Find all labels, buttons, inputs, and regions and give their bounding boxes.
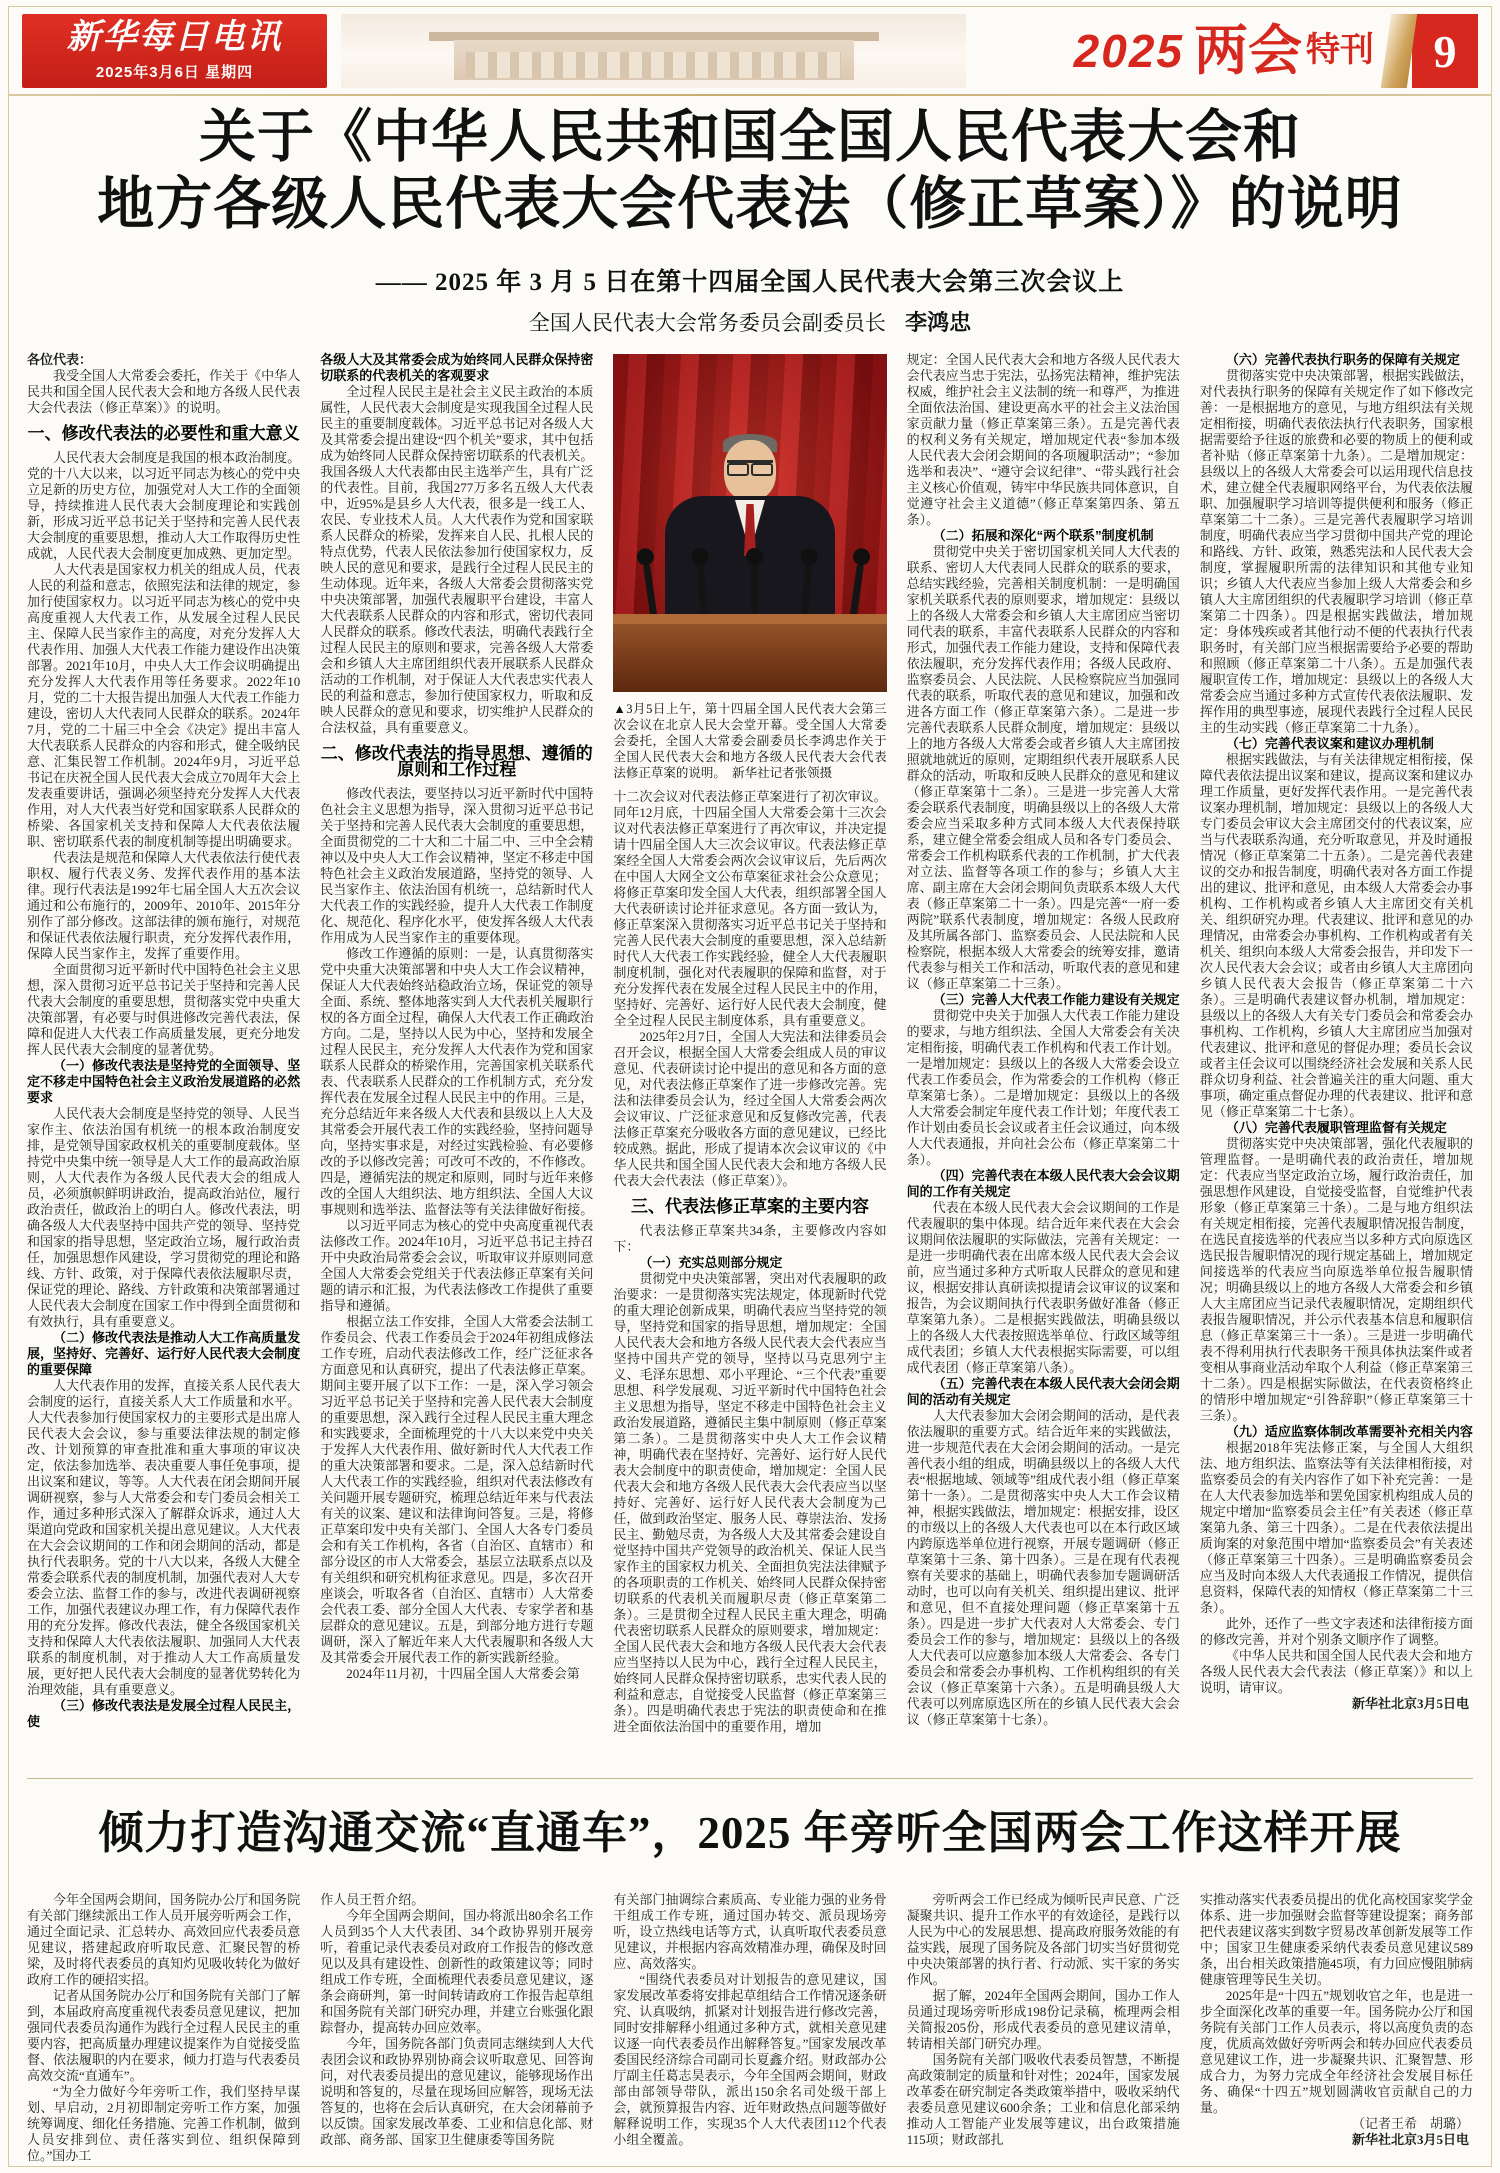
masthead — [22, 14, 1478, 88]
bottom-column-4 — [907, 1892, 1180, 2164]
paragraph-continued: 十二次会议对代表法修正草案进行了初次审议。同年12月底，十四届全国人大常委会第十三次会议对代表法修正草案进行了再次审议，并决定提请十四届全国人大三次会议审议。代表法修正草案经全国人大常委会两次会议审议后，先后两次在中国人大网全文公布草案征求社会公众意见；将修正草案印发全国人大代表，组织部署全国人大代表研读讨论并征求意见。各方面一致认为，修正草案深入贯彻落实习近平总书记关于坚持和完善人民代表大会制度的重要思想，深入总结新时代人大代表工作实践经验，健全人大代表履职制度机制，强化对代表履职的保障和监督，对于充分发挥代表在发展全过程人民民主中的作用，坚持好、完善好、运行好人民代表大会制度，健全全过程人民民主制度体系，具有重要意义。 — [613, 789, 887, 1028]
paragraph: 贯彻落实党中央决策部署，根据实践做法，对代表执行职务的保障有关规定作了如下修改完善：一是根据地方的意见，与地方组织法有关规定相衔接，明确代表依法执行代表职务，国家根据需要给予往返的旅费和必要的物质上的便利或者补贴（修正草案第十九条）。二是增加规定：县级以上的各级人大常委会可以运用现代信息技术，建立健全代表履职网络平台，为代表依法履职、加强履职学习培训等提供便利和服务（修正草案第二十二条）。三是完善代表履职学习培训制度，明确代表应当学习贯彻中国共产党的理论和路线、方针、政策，熟悉宪法和人民代表大会制度，掌握履职所需的法律知识和其他专业知识；乡镇人大代表应当参加上级人大常委会和乡镇人大主席团组织的代表履职学习培训（修正草案第二十四条）。四是根据实践做法，增加规定：身体残疾或者其他行动不便的代表执行代表职务时，有关部门应当根据需要给予必要的帮助和照顾（修正草案第二十八条）。五是加强代表履职宣传工作，增加规定：县级以上的各级人大常委会应当通过多种方式宣传代表依法履职、发挥作用的典型事迹，展现代表践行全过程人民民主的生动实践（修正草案第二十九条）。 — [1199, 368, 1474, 735]
news-photo-figure — [613, 354, 886, 781]
sub-heading-continued: 各级人大及其常委会成为始终同人民群众保持密切联系的代表机关的客观要求 — [320, 352, 594, 383]
edition-label — [966, 14, 1412, 88]
paragraph: 今年，国务院各部门负责同志继续到人大代表团会议和政协界别协商会议听取意见、回答询问，对代表委员提出的意见建议，能够现场作出说明和答复的，尽量在现场回应解答，现场无法答复的，也将在会后认真研究，在大会闭幕前予以反馈。国家发展改革委、工业和信息化部、财政部、商务部、国家卫生健康委等国务院 — [320, 2036, 594, 2147]
sub-heading: （二）拓展和深化“两个联系”制度机制 — [932, 528, 1154, 543]
paragraph: 根据2018年宪法修正案，与全国人大组织法、地方组织法、监察法等有关法律相衔接，对监察委员会的有关内容作了如下补充完善：一是在人大代表参加选举和罢免国家机构组成人员的规定中增加“监察委员会主任”有关表述（修正草案第九条、第三十四条）。二是在代表依法提出质询案的对象范围中增加“监察委员会”有关表述（修正草案第三十四条）。三是明确监察委员会应当及时向本级人大代表通报工作情况，提供信息资料，保障代表的知情权（修正草案第二十三条）。 — [1199, 1440, 1474, 1615]
newspaper-logo — [22, 14, 327, 88]
paragraph-continued: 作人员王哲介绍。 — [320, 1892, 425, 1907]
paragraph: 此外，还作了一些文字表述和法律衔接方面的修改完善，并对个别条文顺序作了调整。 — [1199, 1616, 1474, 1647]
paragraph: 今年全国两会期间，国办将派出80余名工作人员到35个人大代表团、34个政协界别开展旁听，着重记录代表委员对政府工作报告的修改意见以及具有建设性、创新性的政策建议等；同时组成工作专班，全面梳理代表委员意见建议，逐条会商研判，第一时间转请政府工作报告起草组和国务院有关部门研究办理，并建立台账强化跟踪督办，提高转办回应效率。 — [320, 1908, 594, 2035]
headline-subtitle: —— 2025 年 3 月 5 日在第十四届全国人民代表大会第三次会议上 — [375, 269, 1125, 296]
person-glasses — [727, 460, 773, 473]
dateline: 新华社北京3月5日电 — [1352, 1696, 1470, 1711]
salutation: 各位代表： — [27, 352, 93, 367]
sub-heading: （一）修改代表法是坚持党的全面领导、坚定不移走中国特色社会主义政治发展道路的必然要求 — [27, 1058, 301, 1105]
podium-desk — [613, 614, 886, 692]
paragraph-continued: 规定：全国人民代表大会和地方各级人民代表大会代表应当忠于宪法，弘扬宪法精神，维护宪法权威，维护社会主义法制的统一和尊严，为推进全面依法治国、建设更高水平的社会主义法治国家贡献力量（修正草案第三条）。五是完善代表的权利义务有关规定，增加规定代表“参加本级人民代表大会闭会期间的各项履职活动”；“参加选举和表决”、“遵守会议纪律”、“带头践行社会主义核心价值观，铸牢中华民族共同体意识，自觉遵守社会主义道德”（修正草案第四条、第五条）。 — [906, 352, 1180, 527]
paragraph: 国务院有关部门吸收代表委员智慧，不断提高政策制定的质量和针对性；2024年，国家发展改革委在研究制定各类政策举措中，吸收采纳代表委员意见建议600余条；工业和信息化部采纳推动人工智能产业发展等建议，出台政策措施115项；财政部扎 — [906, 2052, 1180, 2147]
article-column-1 — [27, 352, 300, 1760]
paragraph: 2024年11月初，十四届全国人大常委会第 — [346, 1666, 580, 1681]
sub-heading: （三）修改代表法是发展全过程人民民主，使 — [27, 1698, 301, 1729]
paragraph: 人大代表参加大会闭会期间的活动，是代表依法履职的重要方式。结合近年来的实践做法，进一步规范代表在大会闭会期间的活动。一是完善代表小组的组成，明确县级以上的各级人大代表“根据地域、领域等”组成代表小组（修正草案第十一条）。二是贯彻落实中央人大工作会议精神，根据实践做法，增加规定：根据安排，设区的市级以上的各级人大代表也可以在本行政区域内跨原选举单位进行视察，开展专题调研（修正草案第十三条、第十四条）。三是在现有代表视察有关要求的基础上，明确代表参加专题调研活动时，也可以向有关机关、组织提出建议、批评和意见，但不直接处理问题（修正草案第十五条）。四是进一步扩大代表对人大常委会、专门委员会工作的参与，增加规定：县级以上的各级人大代表可以应邀参加本级人大常委会、各专门委员会和常委会办事机构、工作机构组织的有关会议（修正草案第十六条）。五是明确县级人大代表可以列席原选区所在的乡镇人民代表大会会议（修正草案第十七条）。 — [906, 1408, 1180, 1727]
sub-heading: （五）完善代表在本级人民代表大会闭会期间的活动有关规定 — [906, 1376, 1180, 1407]
paragraph: 2025年是“十四五”规划收官之年，也是进一步全面深化改革的重要一年。国务院办公厅和国务院有关部门工作人员表示，将以高度负责的态度，优质高效做好旁听两会和转办回应代表委员意见建议工作，进一步凝聚共识、汇聚智慧、形成合力，为努力完成全年经济社会发展目标任务、确保“十四五”规划圆满收官贡献自己的力量。 — [1199, 1988, 1474, 2115]
paragraph: 代表法修正草案共34条，主要修改内容如下： — [613, 1223, 887, 1254]
photo-caption: ▲3月5日上午，第十四届全国人民代表大会第三次会议在北京人民大会堂开幕。受全国人大常委会委托，全国人大常委会副委员长李鸿忠作关于全国人民代表大会和地方各级人民代表大会代表法修正草案的说明。 新华社记者张领摄 — [613, 702, 887, 780]
article-column-3-text — [613, 789, 886, 1735]
paragraph: “为全力做好今年旁听工作，我们坚持早谋划、早启动，2月初即制定旁听工作方案，加强统筹调度、细化任务措施、完善工作机制，做到人员安排到位、责任落实到位、组织保障到位。”国办工 — [27, 2084, 301, 2163]
edition-name: 两会 — [1194, 21, 1302, 81]
section-heading: 一、修改代表法的必要性和重大意义 — [27, 424, 300, 443]
paragraph: “围绕代表委员对计划报告的意见建议，国家发展改革委将安排起草组结合工作情况逐条研究、认真吸纳，抓紧对计划报告进行修改完善，同时安排解释小组通过多种方式，就相关意见建议逐一向代表委员作出解释答复。”国家发展改革委国民经济综合司副司长夏鑫介绍。财政部办公厅副主任葛志昊表示，今年全国两会期间，财政部由部领导带队，派出150余名司处级干部上会，就预算报告内容、近年财政热点问题等做好解释说明工作，实现35个人大代表团112个代表小组全覆盖。 — [613, 1972, 887, 2147]
edition-suffix: 特刊 — [1306, 32, 1374, 69]
dateline: 新华社北京3月5日电 — [1352, 2132, 1470, 2147]
edition-year: 2025 — [1073, 25, 1184, 77]
paragraph: 贯彻落实党中央决策部署，强化代表履职的管理监督。一是明确代表的政治责任，增加规定：代表应当坚定政治立场，履行政治责任，加强思想作风建设，自觉接受监督，自觉维护代表形象（修正草案第三十条）。二是与地方组织法有关规定相衔接，完善代表履职情况报告制度，在选民直接选举的代表应当以多种方式向原选区选民报告履职情况的现行规定基础上，增加规定间接选举的代表应当向原选举单位报告履职情况；明确县级以上的地方各级人大常委会和乡镇人大主席团应当记录代表履职情况，定期组织代表报告履职情况，并公示代表基本信息和履职信息（修正草案第三十一条）。三是进一步明确代表不得利用执行代表职务干预具体执法案件或者变相从事商业活动牟取个人利益（修正草案第三十二条）。四是根据实际做法，在代表资格终止的情形中增加规定“引咎辞职”（修正草案第三十三条）。 — [1199, 1136, 1474, 1423]
paragraph-continued: 有关部门抽调综合素质高、专业能力强的业务骨干组成工作专班，通过国办转交、派员现场旁听，设立热线电话等方式，认真听取代表委员意见建议，并根据内容高效精准办理，确保及时回应、高效落实。 — [613, 1892, 887, 1971]
paragraph: 代表在本级人民代表大会会议期间的工作是代表履职的集中体现。结合近年来代表在大会会议期间依法履职的实际做法，完善有关规定：一是进一步明确代表在出席本级人民代表大会会议前，应当通过多种方式听取人民群众的意见和建议，根据安排认真研读拟提请会议审议的议案和报告，为会议期间执行代表职务做好准备（修正草案第九条）。二是根据实践做法，明确县级以上的各级人大代表按照选举单位、行政区域等组成代表团；乡镇人大代表根据实际需要，可以组成代表团（修正草案第八条）。 — [906, 1200, 1180, 1375]
bottom-column-3 — [613, 1892, 886, 2164]
paragraph: 2025年2月7日，全国人大宪法和法律委员会召开会议，根据全国人大常委会组成人员的审议意见、代表研读讨论中提出的意见和各方面的意见，对代表法修正草案作了进一步修改完善。宪法和法律委员会认为，经过全国人大常委会两次会议审议、广泛征求意见和反复修改完善，代表法修正草案充分吸收各方面的意见建议，已经比较成熟。据此，形成了提请本次会议审议的《中华人民共和国全国人民代表大会和地方各级人民代表大会代表法（修正草案）》。 — [613, 1029, 887, 1188]
bottom-column-2 — [320, 1892, 593, 2164]
newspaper-name: 新华每日电讯 — [66, 18, 283, 56]
article-divider — [27, 1778, 1473, 1779]
paragraph: 人大代表是国家权力机关的组成人员，代表人民的利益和意志，依照宪法和法律的规定，参加行使国家权力。以习近平同志为核心的党中央高度重视人大代表工作，从发展全过程人民民主、保障人民当家作主的高度，对充分发挥人大代表作用、加强人大代表工作能力建设作出决策部署。2021年10月，中央人大工作会议明确提出充分发挥人大代表作用等任务要求。2022年10月，党的二十大报告提出加强人大代表工作能力建设，密切人大代表同人民群众的联系。2024年7月，党的二十届三中全会《决定》提出丰富人大代表联系人民群众的内容和形式，健全吸纳民意、汇集民智工作机制。2024年9月，习近平总书记在庆祝全国人民代表大会成立70周年大会上发表重要讲话，强调必须坚持充分发挥人大代表作用，对人大代表当好党和国家联系人民群众的桥梁、各国家机关支持和保障人大代表依法履职、密切联系代表的制度机制等提出明确要求。 — [27, 562, 301, 849]
section-heading: 三、代表法修正草案的主要内容 — [631, 1197, 869, 1216]
headline-line1: 关于《中华人民共和国全国人民代表大会和 — [199, 106, 1301, 169]
main-headline — [40, 104, 1460, 239]
paragraph: 根据立法工作安排，全国人大常委会法制工作委员会、代表工作委员会于2024年初组成修法工作专班，启动代表法修改工作，经广泛征求各方面意见和认真研究，提出了代表法修正草案。期间主要开展了以下工作：一是，深入学习领会习近平总书记关于坚持和完善人民代表大会制度的重要思想，深入践行全过程人民民主重大理念和实践要求，全面梳理党的十八大以来党中央关于发挥人大代表作用、做好新时代人大代表工作的重大决策部署和要求。二是，深入总结新时代人大代表工作的实践经验，组织对代表法修改有关问题开展专题研究，梳理总结近年来与代表法有关的议案、建议和法律询问答复。三是，将修正草案印发中央有关部门、全国人大各专门委员会和有关工作机构，各省（自治区、直辖市）和部分设区的市人大常委会，基层立法联系点以及有关组织和研究机构征求意见。四是，多次召开座谈会，听取各省（自治区、直辖市）人大常委会代表工委、部分全国人大代表、专家学者和基层群众的意见建议。五是，到部分地方进行专题调研，深入了解近年来人大代表履职和各级人大及其常委会开展代表工作的新实践新经验。 — [320, 1314, 594, 1665]
masthead-rule — [8, 94, 1492, 96]
paragraph: 以习近平同志为核心的党中央高度重视代表法修改工作。2024年10月，习近平总书记主持召开中央政治局常委会会议，听取审议并原则同意全国人大常委会党组关于代表法修正草案有关问题的请示和汇报，为代表法修改工作提供了重要指导和遵循。 — [320, 1218, 594, 1313]
paragraph: 全过程人民民主是社会主义民主政治的本质属性，人民代表大会制度是实现我国全过程人民民主的重要制度载体。习近平总书记对各级人大及其常委会提出建设“四个机关”要求，其中包括成为始终同人民群众保持密切联系的代表机关。我国各级人大代表都由民主选举产生，具有广泛的代表性。目前，我国277万多名五级人大代表中，近95%是县乡人大代表，很多是一线工人、农民、专业技术人员。人大代表作为党和国家联系人民群众的桥梁，发挥来自人民、扎根人民的特点优势，代表人民依法参加行使国家权力，反映人民的意见和要求，是践行全过程人民民主的生动体现。近年来，各级人大常委会贯彻落实党中央决策部署，加强代表履职平台建设，丰富人大代表联系人民群众的内容和形式，密切代表同人民群众的联系。修改代表法，明确代表践行全过程人民民主的原则和要求，完善各级人大常委会和乡镇人大主席团组织代表开展联系人民群众活动的工作机制，对于保证人大代表忠实代表人民的利益和意志，参加行使国家权力，听取和反映人民群众的意见和要求，切实维护人民群众的合法权益，具有重要意义。 — [320, 384, 594, 735]
author-name: 李鸿忠 — [905, 310, 972, 335]
paragraph: 据了解，2024年全国两会期间，国办工作人员通过现场旁听形成198份记录稿，梳理两会相关简报205份，形成代表委员的意见建议清单，转请相关部门研究办理。 — [906, 1988, 1180, 2051]
bottom-column-5 — [1200, 1892, 1473, 2164]
reporter-byline: （记者王希 胡璐） — [1352, 2116, 1470, 2131]
article-column-5 — [1200, 352, 1473, 1760]
paragraph: 人民代表大会制度是坚持党的领导、人民当家作主、依法治国有机统一的根本政治制度安排，是党领导国家政权机关的重要制度载体。坚持党中央集中统一领导是人大工作的最高政治原则，人大代表作为各级人民代表大会的组成人员，必须旗帜鲜明讲政治，提高政治站位，履行政治责任，做政治上的明白人。修改代表法，明确各级人大代表坚持中国共产党的领导、坚持党和国家的指导思想，坚定政治立场，履行政治责任，加强思想作风建设，学习贯彻党的理论和路线、方针、政策，对于保障代表依法履职尽责，保证党的理论、路线、方针政策和决策部署通过人民代表大会制度在国家工作中得到全面贯彻和有效执行，具有重要意义。 — [27, 1106, 301, 1329]
speaker-photo — [613, 354, 886, 692]
paragraph: 人大代表作用的发挥，直接关系人民代表大会制度的运行，直接关系人大工作质量和水平。人大代表参加行使国家权力的主要形式是出席人民代表大会会议，参与重要法律法规的制定修改、计划预算的审查批准和重大事项的审议决定，依法参加选举、表决重要人事任免事项，提出议案和建议，等等。人大代表在闭会期间开展调研视察，参与人大常委会和专门委员会相关工作，通过多种形式深入了解群众诉求，通过人大渠道向党政和国家机关提出意见建议。人大代表在大会会议期间的工作和闭会期间的活动，都是执行代表职务。党的十八大以来，各级人大健全常委会联系代表的制度机制，加强代表对人大专委会立法、监督工作的参与，改进代表调研视察工作，加强代表建议办理工作，有力保障代表作用的充分发挥。修改代表法，健全各级国家机关支持和保障人大代表依法履职、加强同人大代表联系的制度机制，对于推动人大工作高质量发展，更好把人民代表大会制度的显著优势转化为治理效能，具有重要意义。 — [27, 1378, 301, 1697]
sub-heading: （七）完善代表议案和建议办理机制 — [1225, 736, 1434, 751]
bottom-article-headline: 倾力打造沟通交流“直通车”，2025 年旁听全国两会工作这样开展 — [98, 1808, 1402, 1858]
article-column-2 — [320, 352, 593, 1760]
sub-heading: （一）充实总则部分规定 — [639, 1255, 783, 1270]
sub-heading: （三）完善人大代表工作能力建设有关规定 — [932, 992, 1180, 1007]
article-column-3 — [613, 352, 886, 1760]
paragraph: 修改代表法，要坚持以习近平新时代中国特色社会主义思想为指导，深入贯彻习近平总书记关于坚持和完善人民代表大会制度的重要思想，全面贯彻党的二十大和二十届二中、三中全会精神以及中央人大工作会议精神，坚定不移走中国特色社会主义政治发展道路，坚持党的领导、人民当家作主、依法治国有机统一，总结新时代人大代表工作的实践经验，提升人大代表工作制度化、规范化、程序化水平，使发挥各级人大代表作用成为人民当家作主的重要体现。 — [320, 786, 594, 945]
section-heading: 二、修改代表法的指导思想、遵循的原则和工作过程 — [320, 744, 593, 779]
paragraph: 贯彻党中央关于加强人大代表工作能力建设的要求，与地方组织法、全国人大常委会有关决定相衔接，明确代表工作机构和代表工作计划。一是增加规定：县级以上的各级人大常委会设立代表工作委员会，作为常委会的工作机构（修正草案第七条）。二是增加规定：县级以上的各级人大常委会制定年度代表工作计划；年度代表工作计划由委员长会议或者主任会议通过，向本级人大代表通报，并向社会公布（修正草案第二十条）。 — [906, 1008, 1180, 1167]
sub-heading: （八）完善代表履职管理监督有关规定 — [1225, 1120, 1447, 1135]
paragraph: 根据实践做法，与有关法律规定相衔接，保障代表依法提出议案和建议，提高议案和建议办理工作质量，更好发挥代表作用。一是完善代表议案办理机制，增加规定：县级以上的各级人大专门委员会审议大会主席团交付的代表议案，应当与代表联系沟通，充分听取意见，并及时通报情况（修正草案第二十五条）。二是完善代表建议的交办和报告制度，明确代表对各方面工作提出的建议、批评和意见，由本级人大常委会办事机构、工作机构或者乡镇人大主席团交有关机关、组织研究办理。代表建议、批评和意见的办理情况，由常委会办事机构、工作机构或者有关机关、组织向本级人大常委会报告，并印发下一次人民代表大会会议；或者由乡镇人大主席团向乡镇人民代表大会报告（修正草案第二十六条）。三是明确代表建议督办机制，增加规定：县级以上的各级人大有关专门委员会和常委会办事机构、工作机构，乡镇人大主席团应当加强对代表建议、批评和意见的督促办理；委员长会议或者主任会议可以围绕经济社会发展和关系人民群众切身利益、社会普遍关注的重大问题、重大事项，确定重点督促办理的代表建议、批评和意见（修正草案第二十七条）。 — [1199, 752, 1474, 1119]
main-article-body — [27, 352, 1473, 1760]
sub-heading: （九）适应监察体制改革需要补充相关内容 — [1225, 1424, 1473, 1439]
paragraph: 全面贯彻习近平新时代中国特色社会主义思想，深入贯彻习近平总书记关于坚持和完善人民代表大会制度的重要思想，贯彻落实党中央重大决策部署，有必要与时俱进修改完善代表法，保障和促进人大代表工作高质量发展，更充分地发挥人民代表大会制度的显著优势。 — [27, 962, 301, 1057]
great-hall-photo — [341, 14, 966, 88]
page-number: 9 — [1412, 14, 1478, 88]
paragraph: 贯彻党中央决策部署，突出对代表履职的政治要求：一是贯彻落实宪法规定，体现新时代党的重大理论创新成果，明确代表应当坚持党的领导，坚持党和国家的指导思想，增加规定：全国人民代表大会和地方各级人民代表大会代表应当坚持中国共产党的领导，坚持以马克思列宁主义、毛泽东思想、邓小平理论、“三个代表”重要思想、科学发展观、习近平新时代中国特色社会主义思想为指导，坚定不移走中国特色社会主义政治发展道路，遵循民主集中制原则（修正草案第二条）。二是贯彻落实中央人大工作会议精神，明确代表在坚持好、完善好、运行好人民代表大会制度中的职责使命，增加规定：全国人民代表大会和地方各级人民代表大会代表应当以坚持好、完善好、运行好人民代表大会制度为己任，做到政治坚定、服务人民、尊崇法治、发扬民主、勤勉尽责，为各级人大及其常委会建设自觉坚持中国共产党领导的政治机关、保证人民当家作主的国家权力机关、全面担负宪法法律赋予的各项职责的工作机关、始终同人民群众保持密切联系的代表机关而履职尽责（修正草案第二条）。三是贯彻全过程人民民主重大理念，明确代表密切联系人民群众的原则要求，增加规定：全国人民代表大会和地方各级人民代表大会代表应当坚持以人民为中心，践行全过程人民民主，始终同人民群众保持密切联系，忠实代表人民的利益和意志，自觉接受人民监督（修正草案第三条）。四是明确代表忠于宪法的职责使命和在推进全面依法治国中的重要作用，增加 — [613, 1271, 887, 1734]
issue-date: 2025年3月6日 星期四 — [95, 63, 254, 81]
paragraph: 人民代表大会制度是我国的根本政治制度。党的十八大以来，以习近平同志为核心的党中央立足新的历史方位，加强党对人大工作的全面领导，持续推进人民代表大会制度理论和实践创新，形成习近平总书记关于坚持和完善人民代表大会制度的重要思想，推动人大工作取得历史性成就，人民代表大会制度更加成熟、更加定型。 — [27, 450, 301, 561]
author-role: 全国人民代表大会常务委员会副委员长 — [528, 311, 886, 335]
paragraph: 代表法是规范和保障人大代表依法行使代表职权、履行代表义务、发挥代表作用的基本法律。现行代表法是1992年七届全国人大五次会议通过和公布施行的，2009年、2010年、2015年分别作了部分修改。这部法律的颁布施行，对规范和保证代表依法履行职责，充分发挥代表作用，保障人民当家作主，发挥了重要作用。 — [27, 850, 301, 961]
sub-heading: （二）修改代表法是推动人大工作高质量发展，坚持好、完善好、运行好人民代表大会制度的重要保障 — [27, 1330, 301, 1377]
paragraph: 我受全国人大常委会委托，作关于《中华人民共和国全国人民代表大会和地方各级人民代表大会代表法（修正草案）》的说明。 — [27, 368, 301, 415]
sub-heading: （四）完善代表在本级人民代表大会会议期间的工作有关规定 — [906, 1168, 1180, 1199]
author-line — [0, 306, 1500, 337]
bottom-column-1 — [27, 1892, 300, 2164]
bottom-article-body — [27, 1892, 1473, 2164]
sub-heading: （六）完善代表执行职务的保障有关规定 — [1225, 352, 1460, 367]
paragraph: 《中华人民共和国全国人民代表大会和地方各级人民代表大会代表法（修正草案）》和以上说明，请审议。 — [1199, 1648, 1474, 1695]
paragraph: 贯彻党中央关于密切国家机关同人大代表的联系、密切人大代表同人民群众的联系的要求，总结实践经验，完善相关制度机制：一是明确国家机关联系代表的原则要求，增加规定：县级以上的各级人大常委会和乡镇人大主席团应当密切同代表的联系，丰富代表联系人民群众的内容和形式，加强代表工作能力建设，支持和保障代表依法履职，充分发挥代表作用；各级人民政府、监察委员会、人民法院、人民检察院应当加强同代表的联系，听取代表的意见和建议，加强和改进各方面工作（修正草案第六条）。二是进一步完善代表联系人民群众制度，增加规定：县级以上的地方各级人大常委会或者乡镇人大主席团按照就地就近的原则，定期组织代表开展联系人民群众的活动，听取和反映人民群众的意见和建议（修正草案第十二条）。三是进一步完善人大常委会联系代表制度，明确县级以上的各级人大常委会应当采取多种方式同本级人大代表保持联系，建立健全常委会组成人员和各专门委员会、常委会工作机构联系代表的工作机制，扩大代表对立法、监督等各项工作的参与；乡镇人大主席、副主席在大会闭会期间负责联系本级人大代表（修正草案第二十一条）。四是完善“一府一委两院”联系代表制度，增加规定：各级人民政府及其所属各部门、监察委员会、人民法院和人民检察院，根据本级人大常委会的统筹安排，邀请代表参与相关工作和活动，听取代表的意见和建议（修正草案第二十三条）。 — [906, 544, 1180, 991]
headline-line2: 地方各级人民代表大会代表法（修正草案）》的说明 — [97, 173, 1403, 237]
paragraph: 修改工作遵循的原则：一是，认真贯彻落实党中央重大决策部署和中央人大工作会议精神，保证人大代表始终站稳政治立场，保证党的领导全面、系统、整体地落实到人大代表机关履职行权的各方面全过程，确保人大代表工作正确政治方向。二是，坚持以人民为中心，坚持和发展全过程人民民主，充分发挥人大代表作为党和国家联系人民群众的桥梁作用，完善国家机关联系代表、代表联系人民群众的工作机制方式，充分发挥代表在发展全过程人民民主中的作用。三是，充分总结近年来各级人大代表和县级以上人大及其常委会开展代表工作的实践经验，坚持问题导向，坚持实事求是，对经过实践检验、有必要修改的予以修改完善；可改可不改的，不作修改。四是，遵循宪法的规定和原则，同时与近年来修改的全国人大组织法、地方组织法、全国人大议事规则和选举法、监督法等有关法律做好衔接。 — [320, 946, 594, 1217]
paragraph-continued: 实推动落实代表委员提出的优化高校国家奖学金体系、进一步加强财会监督等建设提案；商务部把代表建议落实到数字贸易改革创新发展等工作中；国家卫生健康委采纳代表委员意见建议589条，出台相关政策措施45项，有力回应慢阻肺病健康管理等民生关切。 — [1199, 1892, 1474, 1987]
paragraph: 今年全国两会期间，国务院办公厅和国务院有关部门继续派出工作人员开展旁听两会工作，通过全面记录、汇总转办、高效回应代表委员意见建议，搭建起政府听取民意、汇聚民智的桥梁，及时将代表委员的真知灼见吸收转化为做好政府工作的硬招实招。 — [27, 1892, 301, 1987]
article-column-4 — [907, 352, 1180, 1760]
paragraph: 记者从国务院办公厅和国务院有关部门了解到，本届政府高度重视代表委员意见建议，把加强同代表委员沟通作为践行全过程人民民主的重要内容，把高质量办理建议提案作为自觉接受监督、依法履职的内在要求，倾力打造与代表委员高效交流“直通车”。 — [27, 1988, 301, 2083]
paragraph: 旁听两会工作已经成为倾听民声民意、广泛凝聚共识、提升工作水平的有效途径，是践行以人民为中心的发展思想、提高政府服务效能的有益实践，展现了国务院及各部门切实当好贯彻党中央决策部署的执行者、行动派、实干家的务实作风。 — [906, 1892, 1180, 1987]
